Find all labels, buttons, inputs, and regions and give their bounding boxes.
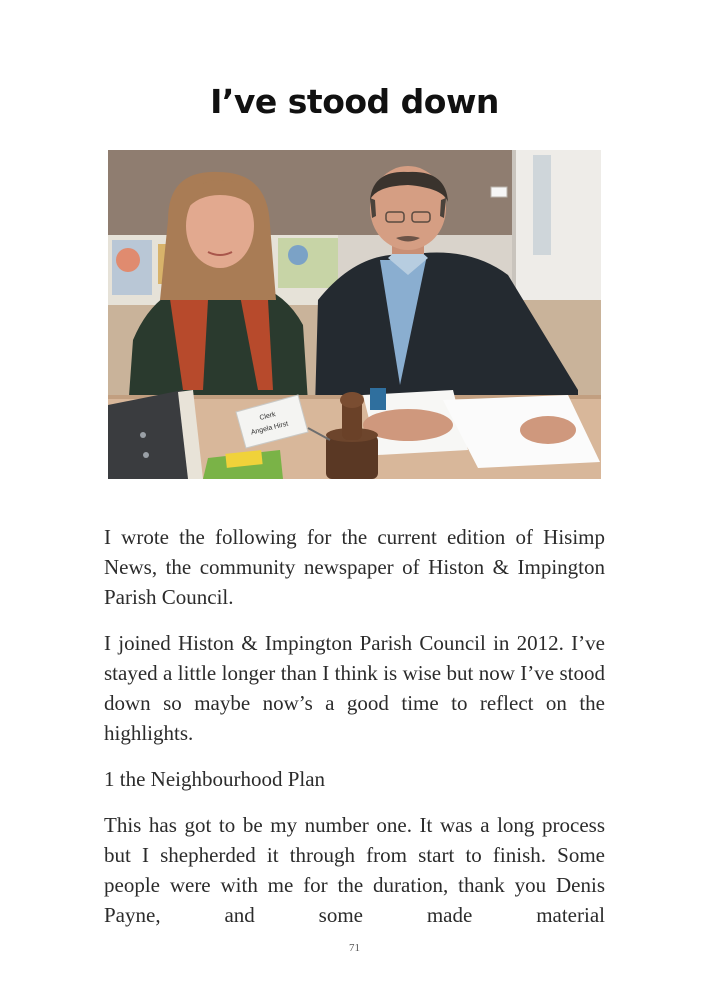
section-heading-neighbourhood-plan: 1 the Neighbourhood Plan xyxy=(104,767,326,791)
page-number: 71 xyxy=(349,942,360,954)
photo-two-councillors-at-table xyxy=(108,150,601,479)
paragraph-2: I joined Histon & Impington Parish Council in 2012. I’ve stayed a little longer than I think is wise but now I’ve stood down so maybe now’s a good time to reflect on the highlights. xyxy=(104,631,605,745)
paragraph-1: I wrote the following for the current edition of Hisimp News, the community newspaper of Histon & Impington Parish Council. xyxy=(104,525,605,609)
body-text xyxy=(104,522,605,946)
paragraph-3: This has got to be my number one. It was a long process but I shepherded it through from start to finish. Some people were with me for the duration, thank you Denis Payne, and some made material xyxy=(104,813,605,927)
svg-text:Clerk: Clerk xyxy=(258,411,277,422)
page-title: I’ve stood down xyxy=(210,82,499,121)
svg-text:Angela Hirst: Angela Hirst xyxy=(250,420,289,437)
